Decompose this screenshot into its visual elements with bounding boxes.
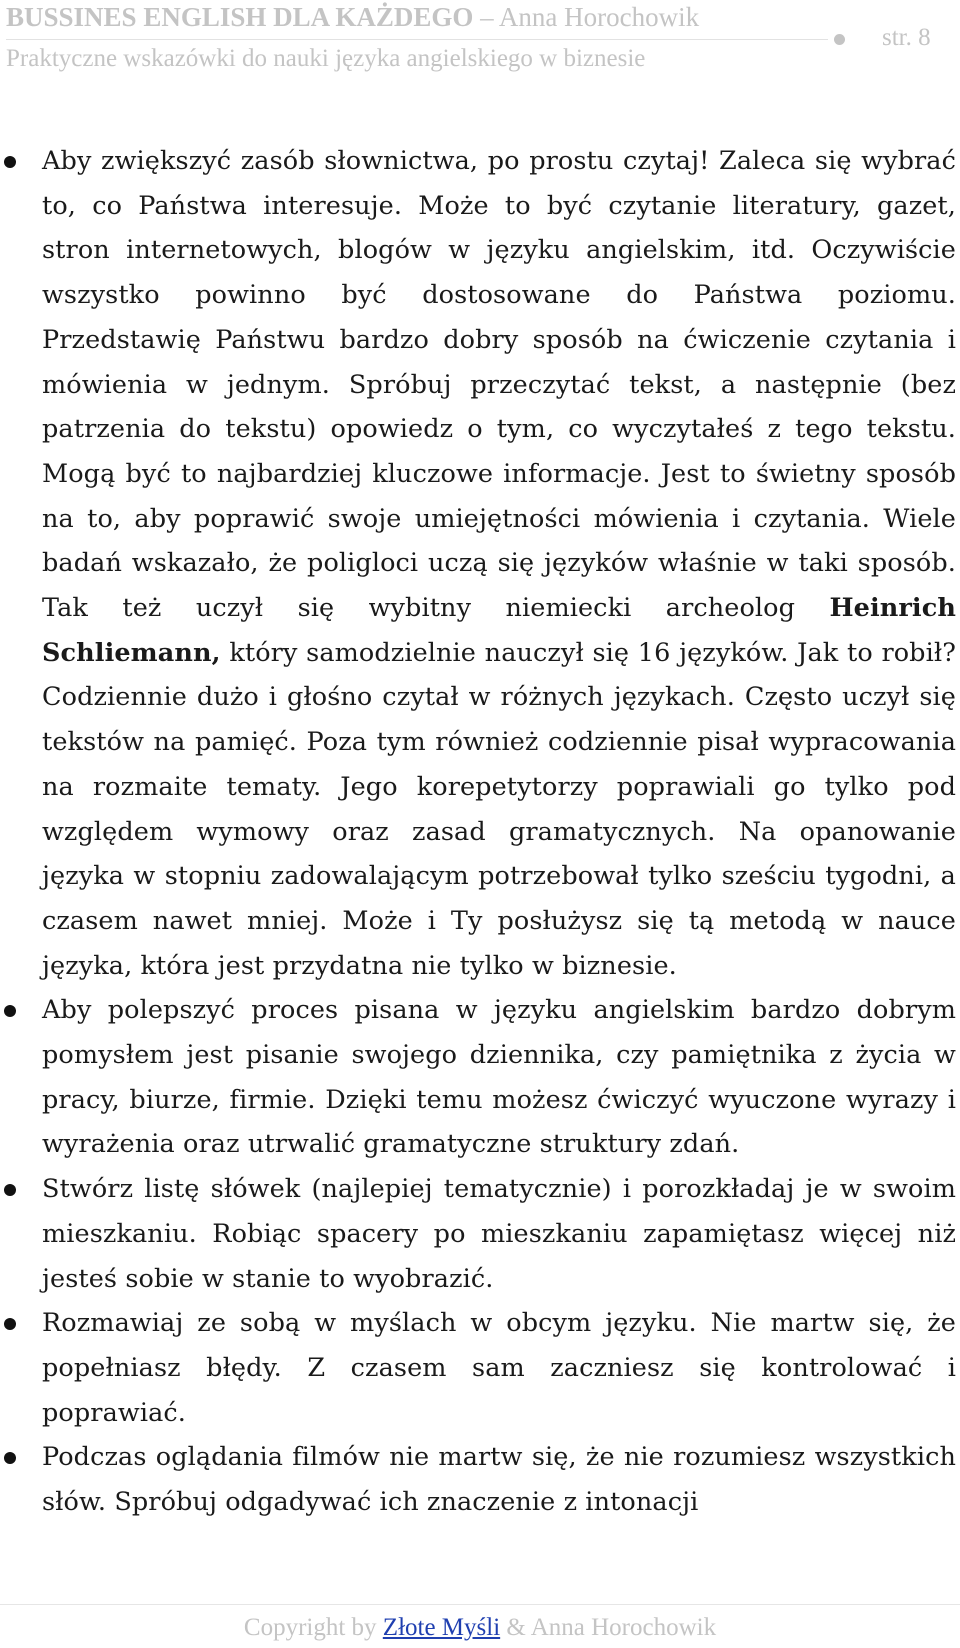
page-bullet-icon <box>834 34 845 45</box>
list-item <box>0 139 960 988</box>
bullet-icon <box>4 1184 16 1196</box>
bullet-icon <box>4 1452 16 1464</box>
list-item <box>0 1167 960 1301</box>
bullet-list <box>0 139 960 1525</box>
header-divider <box>6 39 828 40</box>
document-subtitle: Praktyczne wskazówki do nauki języka angielskiego w biznesie <box>6 45 646 72</box>
title-dash: – <box>473 2 499 32</box>
bullet-icon <box>4 1318 16 1330</box>
highlighted-name: Heinrich Schliemann, <box>42 593 956 668</box>
list-item-text: Rozmawiaj ze sobą w myślach w obcym języku. Nie martw się, że popełniasz błędy. Z czasem sam zaczniesz się kontrolować i poprawiać. <box>42 1308 956 1428</box>
bullet-icon <box>4 156 16 168</box>
list-item <box>0 988 960 1167</box>
text-after-name: który samodzielnie nauczył się 16 języków. Jak to robił? Codziennie dużo i głośno czytał w różnych językach. Często uczył się tekstów na pamięć. Poza tym również codziennie pisał wypracowania na rozmaite tematy. Jego korepetytorzy poprawiali go tylko pod względem wymowy oraz zasad gramatycznych. Na opanowanie języka w stopniu zadowalającym potrzebował tylko sześciu tygodni, a czasem nawet mniej. Może i Ty posłużysz się tą metodą w nauce języka, która jest przydatna nie tylko w biznesie. <box>42 637 956 981</box>
footer-divider <box>0 1604 960 1605</box>
document-title <box>6 2 699 33</box>
page-footer <box>0 1614 960 1642</box>
list-item <box>0 1435 960 1524</box>
book-title: BUSSINES ENGLISH DLA KAŻDEGO <box>6 2 474 32</box>
page-number: str. 8 <box>882 24 931 51</box>
list-item-text: Podczas oglądania filmów nie martw się, że nie rozumiesz wszystkich słów. Spróbuj odgadywać ich znaczenie z intonacji <box>42 1442 956 1518</box>
page-header <box>0 0 960 90</box>
list-item-text: Stwórz listę słówek (najlepiej tematycznie) i porozkładaj je w swoim mieszkaniu. Robiąc spacery po mieszkaniu zapamiętasz więcej niż jesteś sobie w stanie to wyobrazić. <box>42 1174 956 1294</box>
list-item <box>0 1301 960 1435</box>
list-item-text: Aby polepszyć proces pisana w języku angielskim bardzo dobrym pomysłem jest pisanie swojego dziennika, czy pamiętnika z życia w pracy, biurze, firmie. Dzięki temu możesz ćwiczyć wyuczone wyrazy i wyrażenia oraz utrwalić gramatyczne struktury zdań. <box>42 995 956 1160</box>
copyright-prefix: Copyright by <box>243 1614 383 1641</box>
bullet-icon <box>4 1005 16 1017</box>
list-item-text <box>42 146 956 981</box>
publisher-link[interactable]: Złote Myśli <box>382 1614 501 1641</box>
text-before-name: Aby zwiększyć zasób słownictwa, po prostu czytaj! Zaleca się wybrać to, co Państwa interesuje. Może to być czytanie literatury, gazet, stron internetowych, blogów w języku angielskim, itd. Oczywiście wszystko powinno być dostosowane do Państwa poziomu. Przedstawię Państwu bardzo dobry sposób na ćwiczenie czytania i mówienia w jednym. Spróbuj przeczytać tekst, a następnie (bez patrzenia do tekstu) opowiedz o tym, co wyczytałeś z tego tekstu. Mogą być to najbardziej kluczowe informacje. Jest to świetny sposób na to, aby poprawić swoje umiejętności mówienia i czytania. Wiele badań wskazało, że poligloci uczą się języków właśnie w taki sposób. Tak też uczył się wybitny niemiecki archeolog <box>42 146 956 624</box>
author-name: Anna Horochowik <box>498 2 700 32</box>
copyright-suffix: & Anna Horochowik <box>500 1614 717 1641</box>
